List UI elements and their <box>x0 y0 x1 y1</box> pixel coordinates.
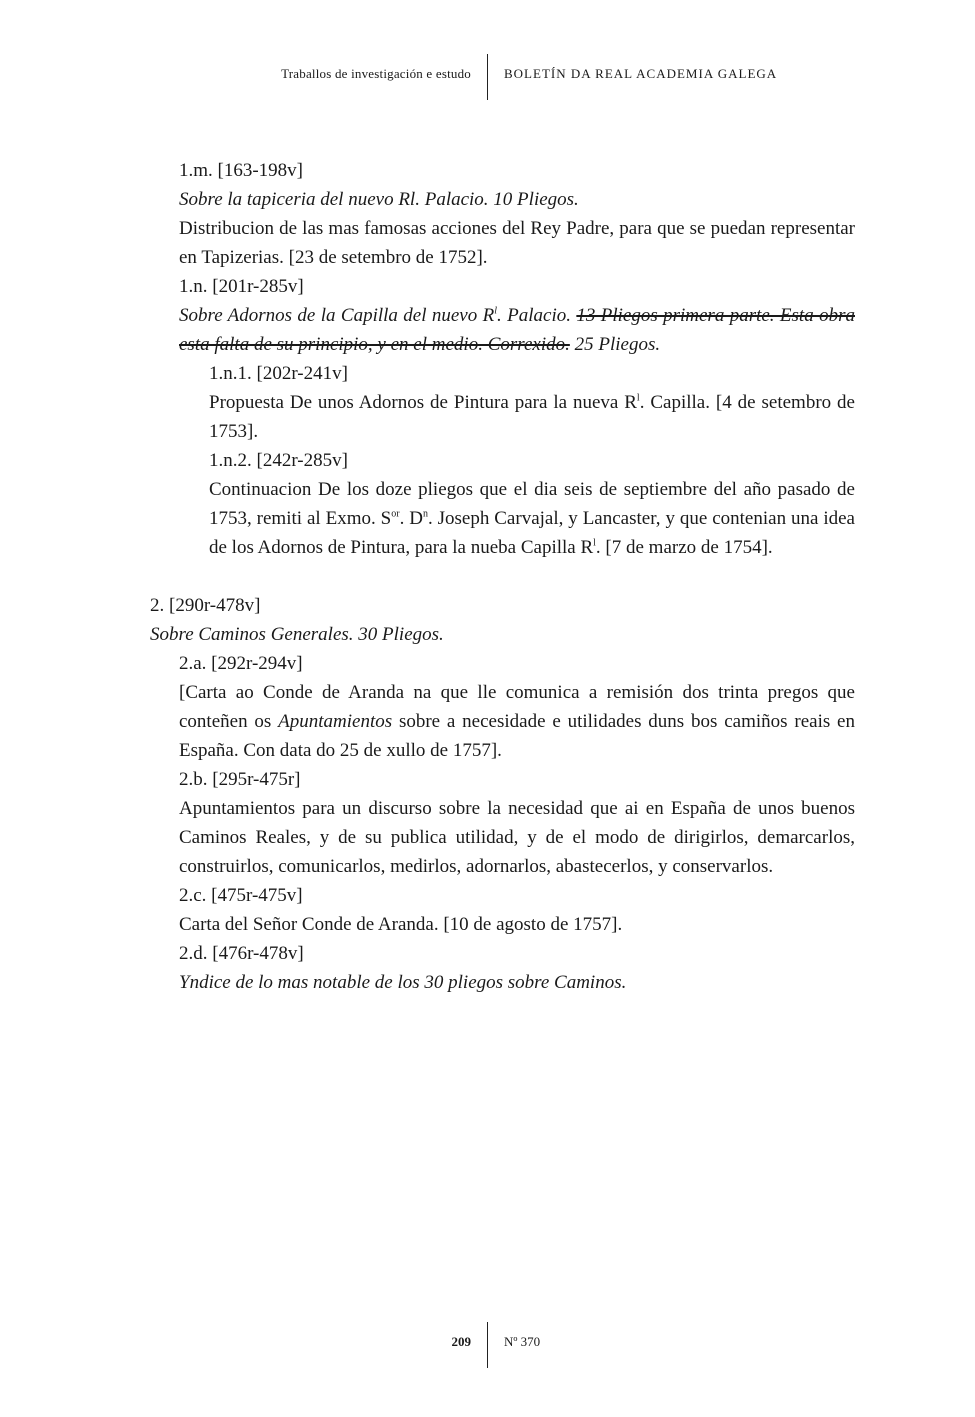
superscript: l <box>494 305 497 317</box>
page-number: 209 <box>451 1334 471 1349</box>
entry-2c <box>150 881 855 939</box>
description-text: . D <box>399 508 423 529</box>
page-body <box>150 156 855 997</box>
entry-heading: 1.n. [201r-285v] <box>179 276 304 297</box>
description-text: . [7 de marzo de 1754]. <box>595 537 773 558</box>
entry-description <box>209 475 855 562</box>
entry-subtitle: Sobre la tapiceria del nuevo Rl. Palacio. 10 Pliegos. <box>179 189 579 210</box>
entry-heading: 2.d. [476r-478v] <box>179 943 304 964</box>
entry-heading: 2.a. [292r-294v] <box>179 653 303 674</box>
description-text: Propuesta De unos Adornos de Pintura para la nueva R <box>209 392 637 413</box>
entry-heading: 2.b. [295r-475r] <box>179 769 301 790</box>
entry-description: Distribucion de las mas famosas acciones del Rey Padre, para que se puedan representar en Tapizerias. [23 de setembro de 1752]. <box>179 218 855 268</box>
italic-title: Apuntamientos <box>278 711 393 732</box>
subtitle-text: . Palacio. <box>497 305 577 326</box>
running-header <box>0 54 975 100</box>
superscript: or <box>391 508 400 520</box>
entry-description: Carta del Señor Conde de Aranda. [10 de agosto de 1757]. <box>179 914 623 935</box>
header-journal-title: BOLETÍN DA REAL ACADEMIA GALEGA <box>504 66 778 81</box>
entry-1n <box>150 272 855 359</box>
entry-heading: 1.n.1. [202r-241v] <box>209 363 348 384</box>
issue-number: Nº 370 <box>504 1334 541 1349</box>
description-text: . Joseph Carvajal, y Lancaster, y que contenian una idea de los Adornos de Pintura, para la nueba Capilla R <box>209 508 855 558</box>
struck-through-text: 13 Pliegos primera parte. Esta obra esta falta de su principio, y en el medio. Correxido. <box>179 305 855 355</box>
footer-divider <box>487 1322 488 1368</box>
entry-1n1 <box>150 359 855 446</box>
superscript: n <box>422 508 428 520</box>
section-spacer <box>150 562 855 591</box>
superscript: l <box>593 537 596 549</box>
description-text: sobre a necesidade e utilidades duns bos camiños reais en España. Con data do 25 de xullo de 1757]. <box>179 711 855 761</box>
entry-description: Apuntamientos para un discurso sobre la necesidad que ai en España de unos buenos Caminos Reales, y de su publica utilidad, y de el modo de dirigirlos, demarcarlos, construirlos, comunicarlos, medirlos, adornarlos, abastecerlos, y conservarlos. <box>179 798 855 877</box>
entry-2d <box>150 939 855 997</box>
description-text: . Capilla. [4 de setembro de 1753]. <box>209 392 855 442</box>
subtitle-text: 25 Pliegos. <box>569 334 661 355</box>
entry-subtitle: Yndice de lo mas notable de los 30 pliegos sobre Caminos. <box>179 972 627 993</box>
entry-heading: 1.m. [163-198v] <box>179 160 304 181</box>
description-text: [Carta ao Conde de Aranda na que lle comunica a remisión dos trinta pregos que conteñen os <box>179 682 855 732</box>
header-divider <box>487 54 488 100</box>
description-text: Continuacion De los doze pliegos que el dia seis de septiembre del año pasado de 1753, remiti al Exmo. S <box>209 479 855 529</box>
superscript: l <box>636 392 640 404</box>
entry-2 <box>150 591 855 649</box>
running-footer <box>0 1322 975 1368</box>
entry-description <box>179 678 855 765</box>
entry-subtitle <box>179 301 855 359</box>
entry-subtitle: Sobre Caminos Generales. 30 Pliegos. <box>150 624 444 645</box>
entry-2b <box>150 765 855 881</box>
header-section-title: Traballos de investigación e estudo <box>281 66 471 81</box>
entry-heading: 2.c. [475r-475v] <box>179 885 303 906</box>
entry-description <box>209 388 855 446</box>
entry-2a <box>150 649 855 765</box>
subtitle-text: Sobre Adornos de la Capilla del nuevo R <box>179 305 495 326</box>
entry-1m <box>150 156 855 272</box>
entry-heading: 1.n.2. [242r-285v] <box>209 450 348 471</box>
entry-heading: 2. [290r-478v] <box>150 595 261 616</box>
entry-1n2 <box>150 446 855 562</box>
